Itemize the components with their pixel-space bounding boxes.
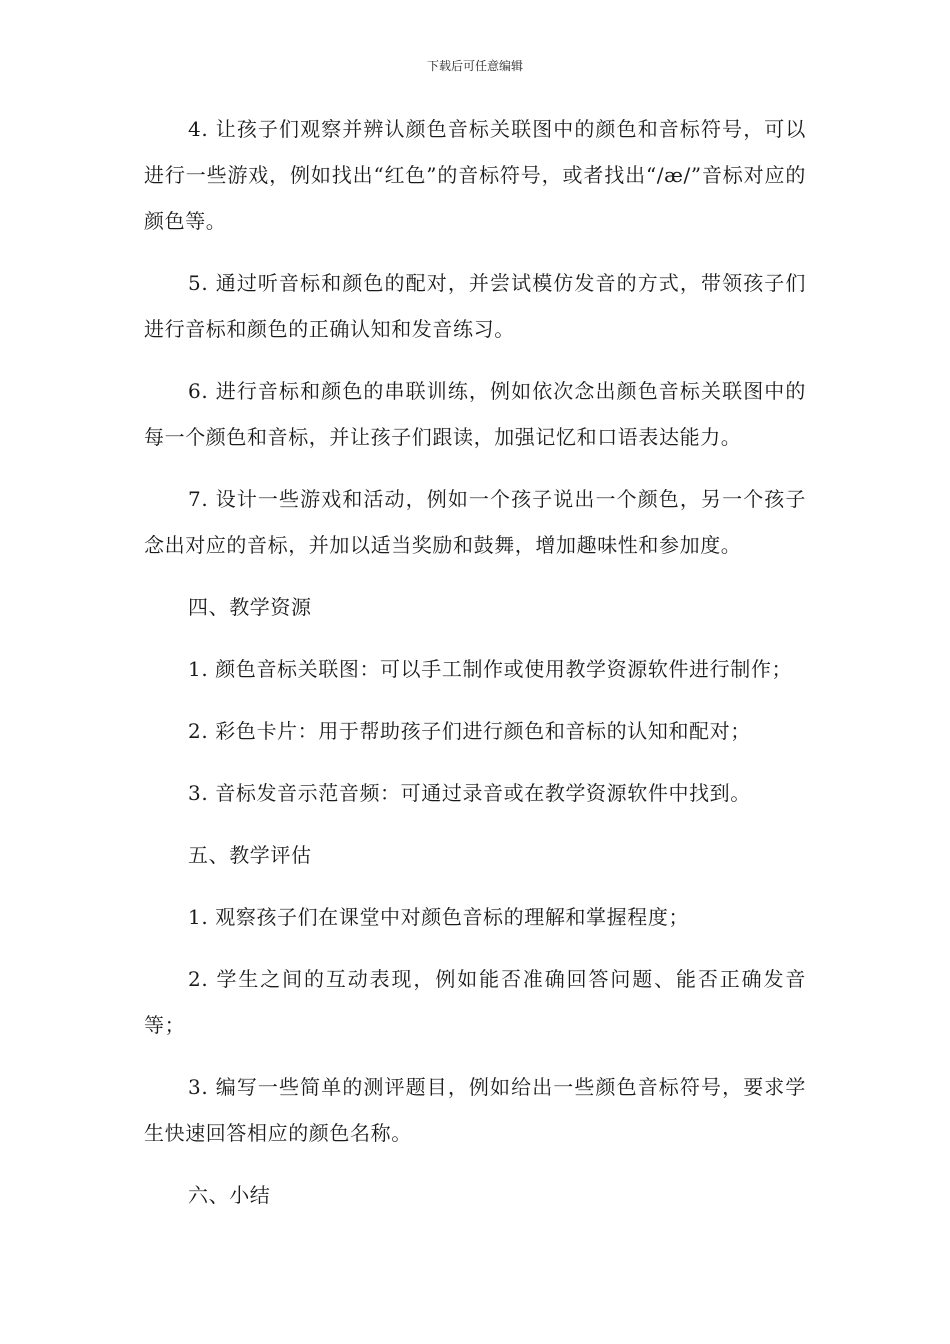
- document-body: [144, 106, 806, 1234]
- paragraph-step-4: 4. 让孩子们观察并辨认颜色音标关联图中的颜色和音标符号，可以进行一些游戏，例如找出“红色”的音标符号，或者找出“/æ/”音标对应的颜色等。: [144, 117, 806, 233]
- evaluation-item-3: 3. 编写一些简单的测评题目，例如给出一些颜色音标符号，要求学生快速回答相应的颜色名称。: [144, 1075, 806, 1145]
- evaluation-item-1: 1. 观察孩子们在课堂中对颜色音标的理解和掌握程度；: [188, 905, 690, 929]
- paragraph-step-7: 7. 设计一些游戏和活动，例如一个孩子说出一个颜色，另一个孩子念出对应的音标，并加以适当奖励和鼓舞，增加趣味性和参加度。: [144, 487, 806, 557]
- section-heading-summary: 六、小结: [188, 1183, 271, 1207]
- resource-item-3: 3. 音标发音示范音频：可通过录音或在教学资源软件中找到。: [188, 781, 751, 805]
- resource-item-1: 1. 颜色音标关联图：可以手工制作或使用教学资源软件进行制作；: [188, 657, 793, 681]
- resource-item-2: 2. 彩色卡片：用于帮助孩子们进行颜色和音标的认知和配对；: [188, 719, 751, 743]
- paragraph-step-6: 6. 进行音标和颜色的串联训练，例如依次念出颜色音标关联图中的每一个颜色和音标，并让孩子们跟读，加强记忆和口语表达能力。: [144, 379, 806, 449]
- evaluation-item-2: 2. 学生之间的互动表现，例如能否准确回答问题、能否正确发音等；: [144, 967, 806, 1037]
- paragraph-step-5: 5. 通过听音标和颜色的配对，并尝试模仿发音的方式，带领孩子们进行音标和颜色的正确认知和发音练习。: [144, 271, 806, 341]
- section-heading-evaluation: 五、教学评估: [188, 843, 312, 867]
- section-heading-resources: 四、教学资源: [188, 595, 312, 619]
- page-header: 下载后可任意编辑: [426, 59, 523, 73]
